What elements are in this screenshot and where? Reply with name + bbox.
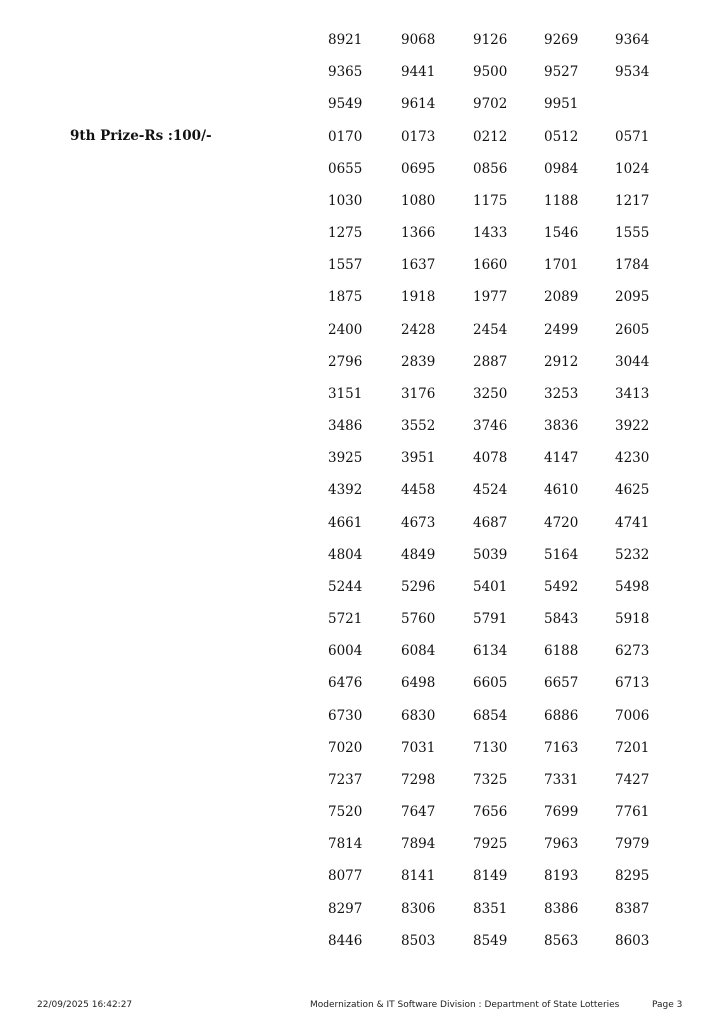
ticket-number: 9534	[615, 64, 650, 80]
footer-page-number: Page 3	[652, 1000, 683, 1010]
ticket-number: 7979	[615, 836, 650, 852]
ticket-number: 9441	[401, 64, 436, 80]
ticket-number: 4625	[615, 482, 650, 498]
ticket-number: 5918	[615, 611, 650, 627]
ticket-number: 8193	[544, 868, 579, 884]
ticket-number: 1175	[473, 193, 508, 209]
ticket-number: 1557	[328, 257, 363, 273]
ticket-number: 8077	[328, 868, 363, 884]
ticket-number: 0695	[401, 161, 436, 177]
ticket-number: 4673	[401, 515, 436, 531]
table-row	[0, 317, 724, 349]
table-row	[0, 413, 724, 445]
ticket-number: 7925	[473, 836, 508, 852]
table-row	[0, 703, 724, 735]
ticket-number: 3925	[328, 450, 363, 466]
ticket-number: 6886	[544, 708, 579, 724]
ticket-number: 2400	[328, 322, 363, 338]
ticket-number: 8549	[473, 933, 508, 949]
ticket-number: 7656	[473, 804, 508, 820]
ticket-number: 8921	[328, 32, 363, 48]
ticket-number: 6084	[401, 643, 436, 659]
ticket-number: 5039	[473, 547, 508, 563]
table-row	[0, 284, 724, 316]
table-row	[0, 638, 724, 670]
ticket-number: 6476	[328, 675, 363, 691]
ticket-number: 6134	[473, 643, 508, 659]
table-row	[0, 831, 724, 863]
table-row	[0, 863, 724, 895]
ticket-number: 4741	[615, 515, 650, 531]
ticket-number: 7894	[401, 836, 436, 852]
ticket-number: 9702	[473, 96, 508, 112]
ticket-number: 9365	[328, 64, 363, 80]
ticket-number: 2499	[544, 322, 579, 338]
table-row	[0, 381, 724, 413]
table-row	[0, 767, 724, 799]
ticket-number: 6004	[328, 643, 363, 659]
ticket-number: 8503	[401, 933, 436, 949]
ticket-number: 2428	[401, 322, 436, 338]
ticket-number: 8306	[401, 901, 436, 917]
ticket-number: 4610	[544, 482, 579, 498]
ticket-number: 5232	[615, 547, 650, 563]
ticket-number: 9126	[473, 32, 508, 48]
ticket-number: 1188	[544, 193, 579, 209]
ticket-number: 3746	[473, 418, 508, 434]
ticket-number: 0512	[544, 129, 579, 145]
ticket-number: 8446	[328, 933, 363, 949]
ticket-number: 6188	[544, 643, 579, 659]
ticket-number: 0170	[328, 129, 363, 145]
ticket-number: 5843	[544, 611, 579, 627]
ticket-number: 6830	[401, 708, 436, 724]
ticket-number: 3552	[401, 418, 436, 434]
ticket-number: 6273	[615, 643, 650, 659]
ticket-number: 7237	[328, 772, 363, 788]
table-row	[0, 252, 724, 284]
ticket-number: 2887	[473, 354, 508, 370]
ticket-number: 7201	[615, 740, 650, 756]
ticket-number: 0856	[473, 161, 508, 177]
table-row	[0, 156, 724, 188]
ticket-number: 4230	[615, 450, 650, 466]
ticket-number: 1366	[401, 225, 436, 241]
table-row	[0, 735, 724, 767]
ticket-number: 2089	[544, 289, 579, 305]
table-row	[0, 574, 724, 606]
ticket-number: 3176	[401, 386, 436, 402]
ticket-number: 7761	[615, 804, 650, 820]
table-row	[0, 510, 724, 542]
ticket-number: 0212	[473, 129, 508, 145]
ticket-number: 1637	[401, 257, 436, 273]
ticket-number: 7331	[544, 772, 579, 788]
ticket-number: 7031	[401, 740, 436, 756]
ticket-number: 1433	[473, 225, 508, 241]
table-row	[0, 445, 724, 477]
ticket-number: 2095	[615, 289, 650, 305]
table-row	[0, 124, 724, 156]
page-footer	[0, 1000, 724, 1014]
ticket-number: 9269	[544, 32, 579, 48]
prize-label: 9th Prize-Rs :100/-	[70, 128, 212, 144]
ticket-number: 1555	[615, 225, 650, 241]
table-row	[0, 896, 724, 928]
table-row	[0, 188, 724, 220]
ticket-number: 8386	[544, 901, 579, 917]
ticket-number: 5492	[544, 579, 579, 595]
ticket-number: 6657	[544, 675, 579, 691]
ticket-number: 1701	[544, 257, 579, 273]
ticket-number: 4687	[473, 515, 508, 531]
ticket-number: 4458	[401, 482, 436, 498]
ticket-number: 6854	[473, 708, 508, 724]
ticket-number: 4804	[328, 547, 363, 563]
ticket-number: 0984	[544, 161, 579, 177]
ticket-number: 8141	[401, 868, 436, 884]
ticket-number: 8149	[473, 868, 508, 884]
ticket-number: 1784	[615, 257, 650, 273]
ticket-number: 3044	[615, 354, 650, 370]
table-row	[0, 220, 724, 252]
ticket-number: 1080	[401, 193, 436, 209]
ticket-number: 3836	[544, 418, 579, 434]
ticket-number: 5760	[401, 611, 436, 627]
ticket-number: 2912	[544, 354, 579, 370]
ticket-number: 1024	[615, 161, 650, 177]
ticket-number: 8351	[473, 901, 508, 917]
ticket-number: 6730	[328, 708, 363, 724]
ticket-number: 3922	[615, 418, 650, 434]
ticket-number: 6605	[473, 675, 508, 691]
ticket-number: 3413	[615, 386, 650, 402]
ticket-number: 5244	[328, 579, 363, 595]
ticket-number: 4524	[473, 482, 508, 498]
table-row	[0, 670, 724, 702]
ticket-number: 8295	[615, 868, 650, 884]
ticket-number: 8387	[615, 901, 650, 917]
ticket-number: 7325	[473, 772, 508, 788]
table-row	[0, 59, 724, 91]
ticket-number: 4147	[544, 450, 579, 466]
table-row	[0, 27, 724, 59]
ticket-number: 1918	[401, 289, 436, 305]
ticket-number: 9527	[544, 64, 579, 80]
footer-timestamp: 22/09/2025 16:42:27	[37, 1000, 133, 1010]
ticket-number: 1030	[328, 193, 363, 209]
ticket-number: 6498	[401, 675, 436, 691]
table-row	[0, 349, 724, 381]
table-row	[0, 91, 724, 123]
ticket-number: 6713	[615, 675, 650, 691]
ticket-number: 4078	[473, 450, 508, 466]
ticket-number: 4661	[328, 515, 363, 531]
ticket-number: 4392	[328, 482, 363, 498]
ticket-number: 3253	[544, 386, 579, 402]
table-row	[0, 542, 724, 574]
ticket-number: 5401	[473, 579, 508, 595]
ticket-number: 7130	[473, 740, 508, 756]
ticket-number: 7163	[544, 740, 579, 756]
ticket-number: 9500	[473, 64, 508, 80]
ticket-number: 7298	[401, 772, 436, 788]
ticket-number: 7006	[615, 708, 650, 724]
ticket-number: 7427	[615, 772, 650, 788]
table-row	[0, 928, 724, 960]
ticket-number: 2796	[328, 354, 363, 370]
ticket-number: 4849	[401, 547, 436, 563]
ticket-number: 1217	[615, 193, 650, 209]
ticket-number: 2454	[473, 322, 508, 338]
ticket-number: 1275	[328, 225, 363, 241]
ticket-number: 3250	[473, 386, 508, 402]
ticket-number: 7020	[328, 740, 363, 756]
ticket-number: 1660	[473, 257, 508, 273]
ticket-number: 8563	[544, 933, 579, 949]
ticket-number: 8603	[615, 933, 650, 949]
ticket-number: 7647	[401, 804, 436, 820]
ticket-number: 0655	[328, 161, 363, 177]
ticket-number: 7699	[544, 804, 579, 820]
ticket-number: 7520	[328, 804, 363, 820]
ticket-number: 7963	[544, 836, 579, 852]
ticket-number: 1546	[544, 225, 579, 241]
ticket-number: 9614	[401, 96, 436, 112]
ticket-number: 5721	[328, 611, 363, 627]
footer-division: Modernization & IT Software Division : Department of State Lotteries	[310, 1000, 620, 1010]
ticket-number: 5296	[401, 579, 436, 595]
ticket-number: 2839	[401, 354, 436, 370]
ticket-number: 0173	[401, 129, 436, 145]
ticket-number: 3486	[328, 418, 363, 434]
ticket-number: 5164	[544, 547, 579, 563]
ticket-number: 3151	[328, 386, 363, 402]
ticket-number: 7814	[328, 836, 363, 852]
ticket-number: 9549	[328, 96, 363, 112]
table-row	[0, 606, 724, 638]
ticket-number: 9364	[615, 32, 650, 48]
ticket-number: 2605	[615, 322, 650, 338]
ticket-number: 8297	[328, 901, 363, 917]
ticket-number: 5498	[615, 579, 650, 595]
table-row	[0, 799, 724, 831]
ticket-number: 9951	[544, 96, 579, 112]
ticket-number: 1875	[328, 289, 363, 305]
ticket-number: 0571	[615, 129, 650, 145]
ticket-number: 3951	[401, 450, 436, 466]
ticket-number: 1977	[473, 289, 508, 305]
ticket-number: 4720	[544, 515, 579, 531]
ticket-number: 5791	[473, 611, 508, 627]
ticket-number: 9068	[401, 32, 436, 48]
table-row	[0, 477, 724, 509]
